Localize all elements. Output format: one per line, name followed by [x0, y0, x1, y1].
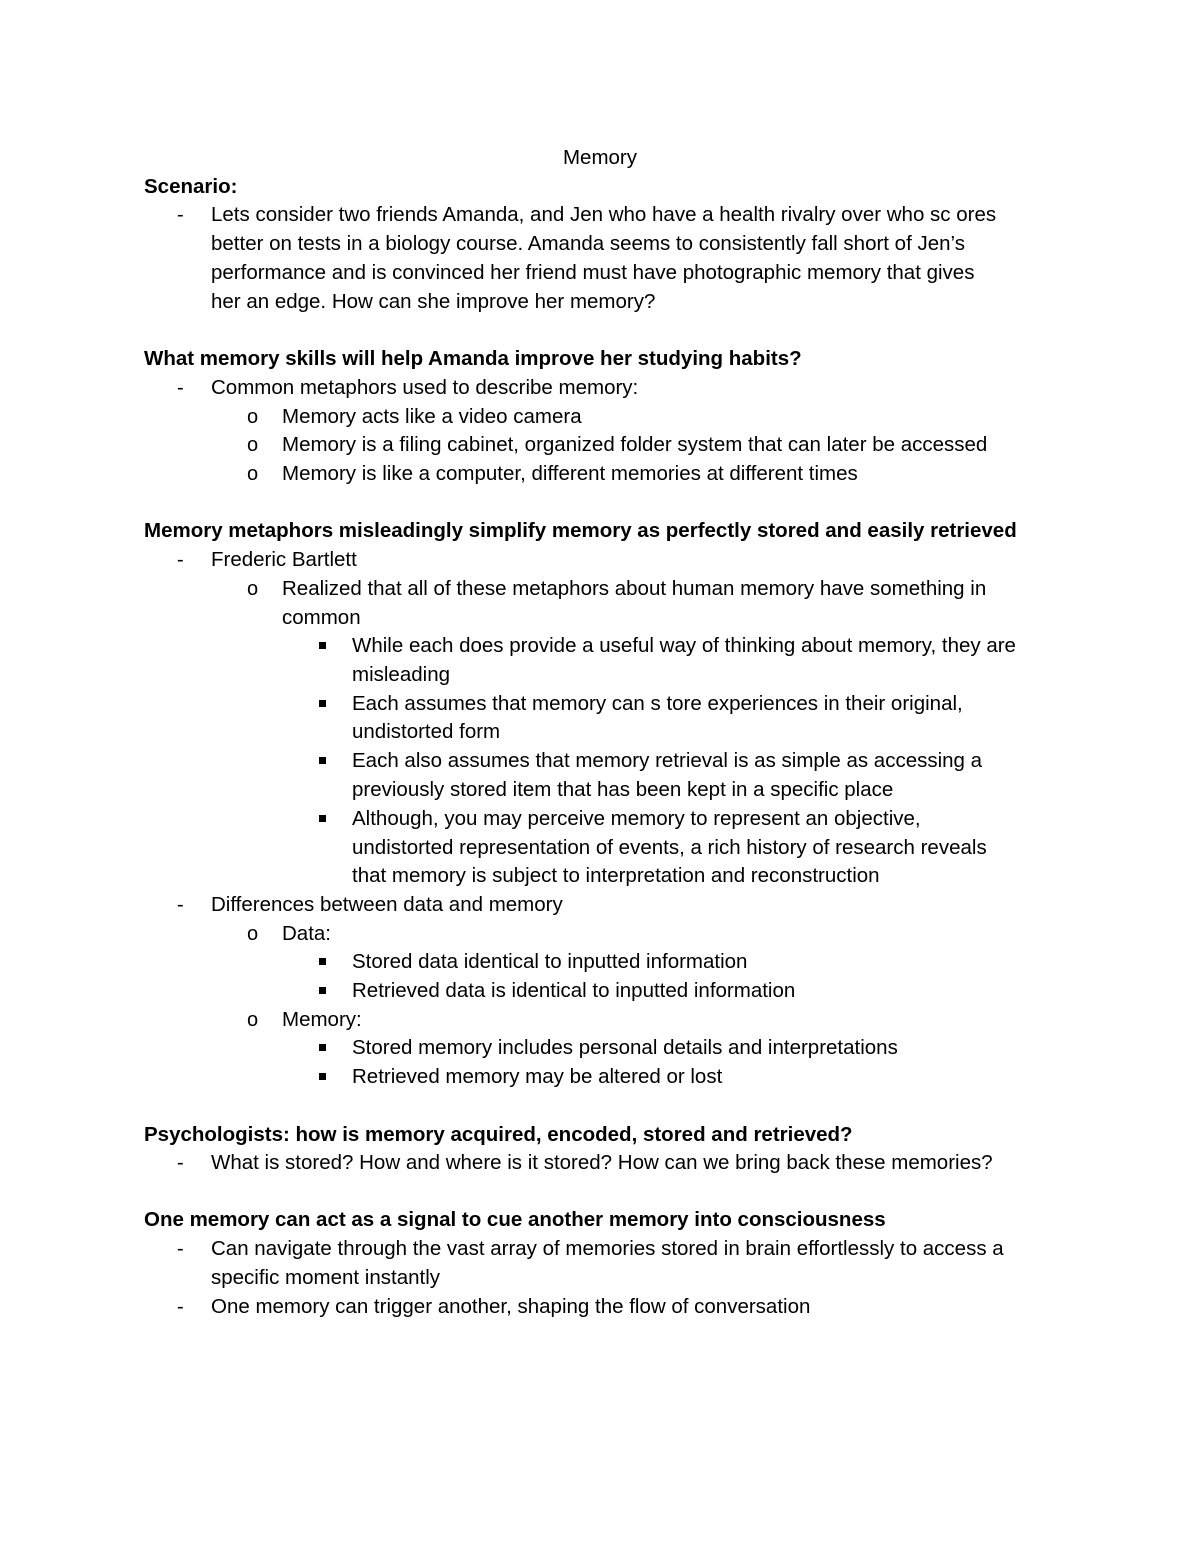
dash-marker: - [177, 1296, 184, 1318]
bullet-item: Retrieved data is identical to inputted information [352, 979, 796, 1002]
scenario-line: performance and is convinced her friend must have photographic memory that gives [211, 261, 975, 284]
section-heading: Memory metaphors misleadingly simplify memory as perfectly stored and easily retrieved [144, 519, 1017, 542]
square-bullet-icon [319, 815, 326, 822]
bullet-item: Retrieved memory may be altered or lost [352, 1065, 723, 1088]
bullet-item: previously stored item that has been kept in a specific place [352, 778, 894, 801]
list-subitem: Memory is like a computer, different memories at different times [282, 462, 858, 485]
square-bullet-icon [319, 1044, 326, 1051]
list-item: Can navigate through the vast array of memories stored in brain effortlessly to access a [211, 1237, 1004, 1260]
section-heading: What memory skills will help Amanda improve her studying habits? [144, 347, 802, 370]
square-bullet-icon [319, 1073, 326, 1080]
square-bullet-icon [319, 958, 326, 965]
list-subitem: Memory acts like a video camera [282, 405, 582, 428]
square-bullet-icon [319, 642, 326, 649]
circle-marker: o [247, 923, 259, 945]
dash-marker: - [177, 204, 184, 226]
dash-marker: - [177, 894, 184, 916]
square-bullet-icon [319, 700, 326, 707]
bullet-item: Each also assumes that memory retrieval is as simple as accessing a [352, 749, 983, 772]
list-item: Frederic Bartlett [211, 548, 357, 571]
list-subitem: Data: [282, 922, 331, 945]
scenario-line: Lets consider two friends Amanda, and Jen who have a health rivalry over who sc ores [211, 203, 997, 226]
list-subitem: Memory is a filing cabinet, organized folder system that can later be accessed [282, 433, 988, 456]
bullet-item: Stored memory includes personal details and interpretations [352, 1036, 898, 1059]
section-heading: Psychologists: how is memory acquired, encoded, stored and retrieved? [144, 1123, 853, 1146]
scenario-line: better on tests in a biology course. Amanda seems to consistently fall short of Jen’s [211, 232, 965, 255]
dash-marker: - [177, 1152, 184, 1174]
circle-marker: o [247, 463, 259, 485]
circle-marker: o [247, 434, 259, 456]
list-item: One memory can trigger another, shaping the flow of conversation [211, 1295, 811, 1318]
bullet-item: Stored data identical to inputted information [352, 950, 748, 973]
bullet-item: misleading [352, 663, 450, 686]
bullet-item: Although, you may perceive memory to represent an objective, [352, 807, 921, 830]
list-subitem: common [282, 606, 361, 629]
dash-marker: - [177, 377, 184, 399]
page-title: Memory [562, 146, 638, 169]
bullet-item: that memory is subject to interpretation and reconstruction [352, 864, 880, 887]
circle-marker: o [247, 578, 259, 600]
list-item: specific moment instantly [211, 1266, 441, 1289]
scenario-heading: Scenario: [144, 175, 238, 198]
list-item: Common metaphors used to describe memory: [211, 376, 639, 399]
bullet-item: undistorted representation of events, a rich history of research reveals [352, 836, 987, 859]
circle-marker: o [247, 1009, 259, 1031]
dash-marker: - [177, 1238, 184, 1260]
square-bullet-icon [319, 757, 326, 764]
list-subitem: Realized that all of these metaphors about human memory have something in [282, 577, 987, 600]
bullet-item: While each does provide a useful way of thinking about memory, they are [352, 634, 1016, 657]
scenario-line: her an edge. How can she improve her memory? [211, 290, 656, 313]
dash-marker: - [177, 549, 184, 571]
bullet-item: Each assumes that memory can s tore experiences in their original, [352, 692, 963, 715]
circle-marker: o [247, 406, 259, 428]
list-item: Differences between data and memory [211, 893, 563, 916]
square-bullet-icon [319, 987, 326, 994]
list-subitem: Memory: [282, 1008, 362, 1031]
list-item: What is stored? How and where is it stored? How can we bring back these memories? [211, 1151, 993, 1174]
section-heading: One memory can act as a signal to cue another memory into consciousness [144, 1208, 886, 1231]
bullet-item: undistorted form [352, 720, 501, 743]
